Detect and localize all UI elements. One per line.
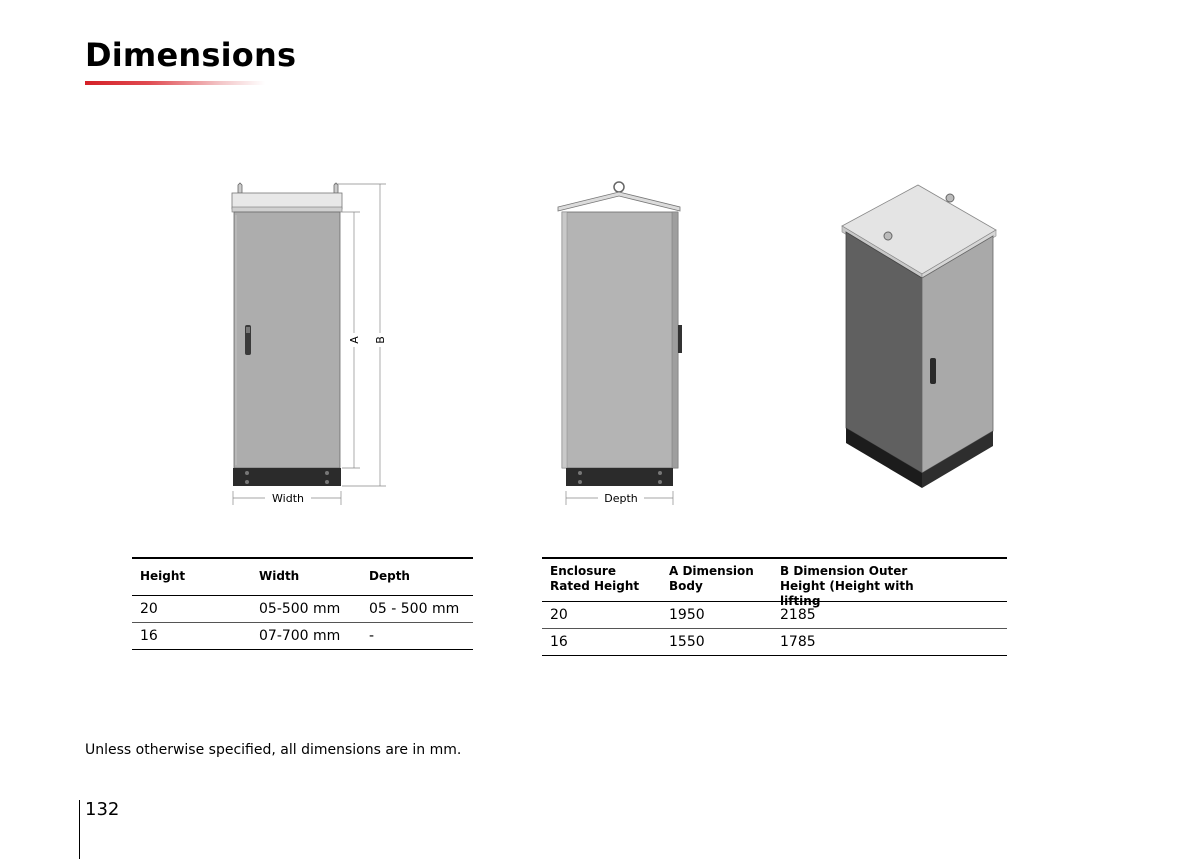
size-options-table [132, 557, 473, 650]
table-cell: 1950 [669, 607, 705, 623]
dimension-a-label: A [348, 336, 361, 344]
table-row [542, 602, 1007, 629]
table-cell: 07-700 mm [259, 627, 341, 644]
table-cell: - [369, 627, 375, 644]
column-header-depth: Depth [369, 569, 410, 584]
table-row [132, 595, 473, 622]
table-cell: 16 [550, 634, 568, 650]
page-number: 132 [85, 799, 120, 820]
units-footnote: Unless otherwise specified, all dimensions are in mm. [85, 742, 462, 758]
front-view-drawing [210, 175, 410, 510]
column-header-rated-height: Enclosure Rated Height [550, 564, 640, 593]
table-cell: 2185 [780, 607, 816, 623]
table-cell: 05 - 500 mm [369, 600, 460, 617]
column-header-b-dimension: B Dimension Outer Height (Height with lifting [780, 564, 914, 608]
table-row [542, 629, 1007, 656]
dimension-b-label: B [374, 336, 387, 344]
table-cell: 20 [550, 607, 568, 623]
side-view-drawing [548, 175, 698, 510]
table-header-row [132, 558, 473, 595]
isometric-view-drawing [830, 178, 1005, 493]
column-header-a-dimension: A Dimension Body [669, 564, 754, 593]
table-cell: 16 [140, 627, 158, 644]
column-header-height: Height [140, 569, 186, 584]
page-title: Dimensions [85, 36, 297, 74]
column-header-width: Width [259, 569, 300, 584]
table-cell: 05-500 mm [259, 600, 341, 617]
table-cell: 20 [140, 600, 158, 617]
depth-dimension-label: Depth [604, 492, 638, 505]
table-header-row [542, 558, 1007, 602]
table-row [132, 622, 473, 649]
width-dimension-label: Width [272, 492, 304, 505]
title-accent-rule [85, 81, 265, 85]
table-cell: 1550 [669, 634, 705, 650]
page-number-rule [79, 800, 80, 859]
height-dimensions-table [542, 557, 1007, 656]
table-cell: 1785 [780, 634, 816, 650]
